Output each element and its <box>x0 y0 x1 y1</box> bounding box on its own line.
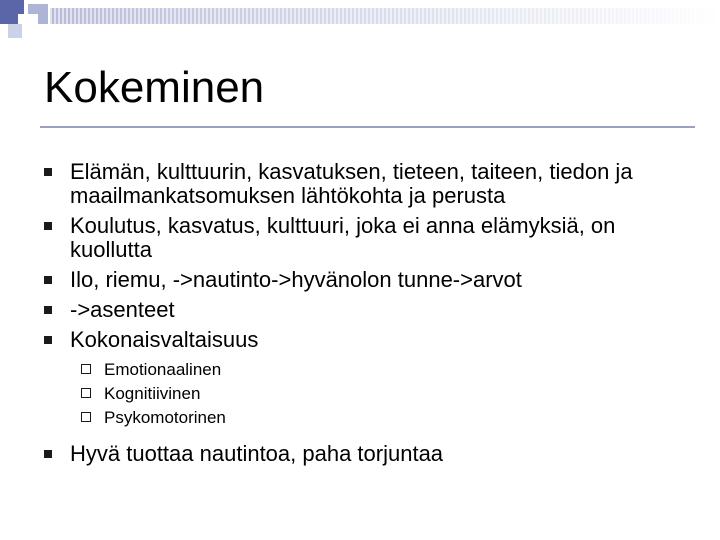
bullet-text: Elämän, kulttuurin, kasvatuksen, tieteen, taiteen, tiedon ja maailmankatsomuksen lähtökohta ja perusta <box>70 159 633 208</box>
square-bullet-icon <box>44 336 52 344</box>
hollow-square-bullet-icon <box>81 388 91 398</box>
hollow-square-bullet-icon <box>81 412 91 422</box>
sub-bullet-text: Kognitiivinen <box>104 384 201 403</box>
bullet-list <box>44 160 684 472</box>
bullet-text: ->asenteet <box>70 297 175 322</box>
list-item <box>44 328 684 352</box>
bullet-text: Hyvä tuottaa nautintoa, paha torjuntaa <box>70 441 444 466</box>
bullet-text: Ilo, riemu, ->nautinto->hyvänolon tunne->arvot <box>70 267 522 292</box>
bullet-text: Koulutus, kasvatus, kulttuuri, joka ei anna elämyksiä, on kuollutta <box>70 213 616 262</box>
square-bullet-icon <box>44 222 52 230</box>
square-bullet-icon <box>44 276 52 284</box>
sub-bullet-text: Psykomotorinen <box>104 408 226 427</box>
sub-list-item <box>44 358 684 382</box>
slide-title: Kokeminen <box>44 63 265 112</box>
sub-list-item <box>44 406 684 430</box>
bullet-text: Kokonaisvaltaisuus <box>70 327 259 352</box>
hollow-square-bullet-icon <box>81 364 91 374</box>
list-item <box>44 268 684 292</box>
square-bullet-icon <box>44 168 52 176</box>
sub-bullet-list <box>44 358 684 430</box>
corner-square-pale <box>8 24 22 38</box>
header-decoration <box>0 0 720 40</box>
square-bullet-icon <box>44 306 52 314</box>
list-item <box>44 298 684 322</box>
sub-bullet-text: Emotionaalinen <box>104 360 222 379</box>
list-item <box>44 442 684 466</box>
sub-list-item <box>44 382 684 406</box>
header-gradient-bar <box>50 8 720 24</box>
title-divider <box>40 126 695 128</box>
list-item <box>44 160 684 208</box>
list-item <box>44 214 684 262</box>
square-bullet-icon <box>44 450 52 458</box>
